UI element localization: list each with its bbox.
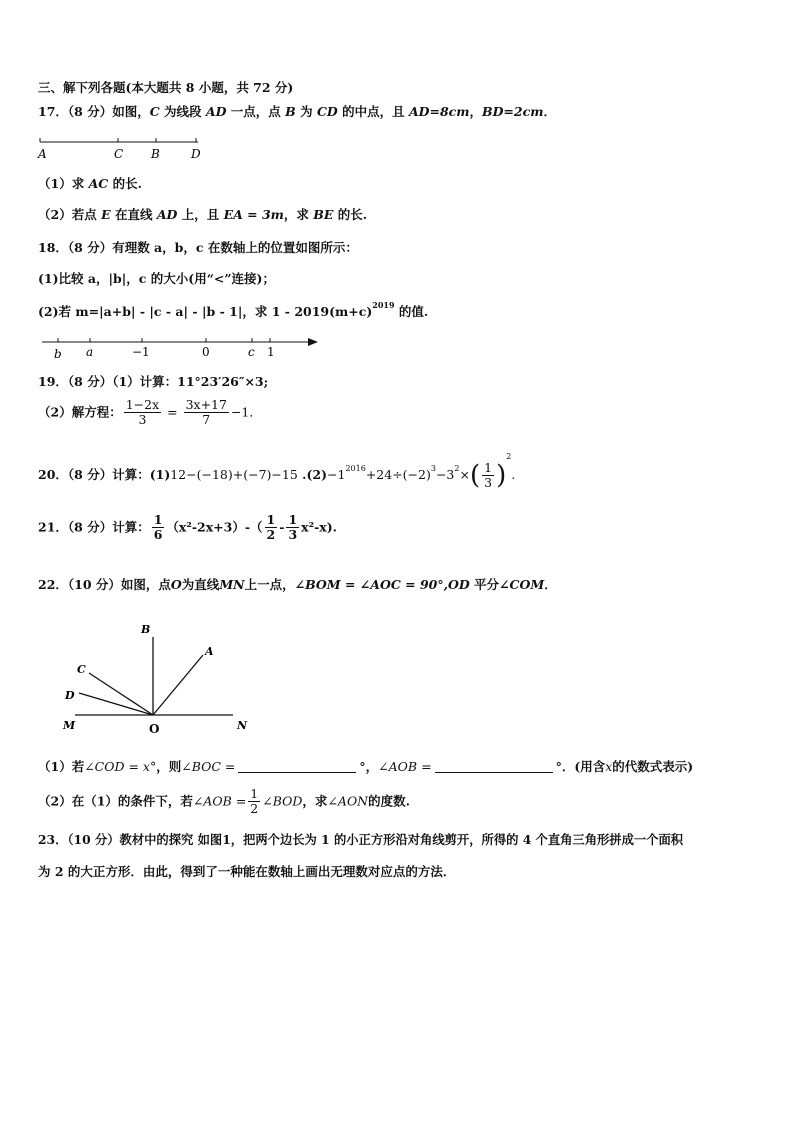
fig-label-m: M (63, 719, 76, 732)
q22-part1 (38, 759, 693, 774)
q20-p2d: × (459, 467, 470, 482)
q19-fraction-2 (184, 398, 229, 428)
q22-t4: 上一点， (244, 577, 295, 592)
q19-f1den: 3 (138, 412, 147, 428)
q22-p2a: （2）在（1）的条件下，若 (38, 793, 193, 809)
label-b: B (151, 147, 160, 161)
q22-t7: ∠COM (499, 577, 545, 592)
q22-fden: 2 (250, 801, 259, 817)
label-d: D (191, 147, 201, 161)
axis-label-a: a (86, 345, 94, 359)
q17-t4: 一点，点 (226, 104, 286, 119)
q19-fraction-1 (124, 398, 161, 428)
q22-angle-figure (55, 617, 265, 741)
q22-t3: MN (219, 577, 245, 592)
q22-p1h: x (605, 759, 613, 774)
q20-p2label: .(2) (297, 467, 328, 482)
q18-p2a: (2)若 m=|a+b| - |c - a| - |b - 1|，求 1 - 2019(m+c) (38, 304, 373, 319)
q20-fnum: 1 (484, 459, 493, 475)
q22-p1c: ，则 (156, 759, 182, 774)
q21-f3den: 3 (288, 527, 298, 543)
q22-t5: ∠BOM = ∠AOC = 90°,OD (294, 577, 470, 592)
q17-p2b: E (101, 207, 111, 222)
left-paren: ( (469, 460, 481, 491)
q17-head: 17．（8 分）如图， (38, 104, 150, 119)
fig-label-a: A (205, 645, 214, 658)
q20-sup2: 3 (430, 464, 436, 473)
q20-p2c: −3 (435, 467, 455, 482)
arrow-right-icon (308, 338, 318, 346)
label-c: C (114, 147, 124, 161)
q22-t1: O (170, 577, 182, 592)
label-a: A (38, 147, 47, 161)
q19-eq: = (163, 404, 182, 420)
q22-fraction (248, 787, 260, 817)
ray-oc (89, 673, 153, 715)
q17-t11: BD=2cm (482, 104, 544, 119)
q17-p2g: ，求 (283, 207, 314, 222)
q18-statement: 18．（8 分）有理数 a，b，c 在数轴上的位置如图所示： (38, 240, 358, 255)
q22-part2 (38, 787, 410, 817)
q17-statement (38, 104, 556, 119)
q22-p2f: 的度数. (368, 793, 410, 809)
q20-sup3: 2 (454, 464, 460, 473)
q18-part1: (1)比较 a，|b|，c 的大小(用“<”连接)； (38, 271, 275, 286)
axis-label-b: b (54, 347, 62, 361)
axis-label-neg1: −1 (132, 345, 150, 359)
q20-fraction (482, 461, 494, 491)
section-title: 三、解下列各题(本大题共 8 小题，共 72 分) (38, 80, 294, 95)
q21-t2: - (279, 519, 285, 535)
q17-p2i: 的长. (333, 207, 368, 222)
q17-t6: 为 (295, 104, 317, 119)
q22-p2e: ∠AON (327, 793, 369, 809)
q17-p2a: （2）若点 (38, 207, 102, 222)
q19-p2b: −1． (230, 404, 262, 420)
q22-p2d: ，求 (302, 793, 328, 809)
ray-oa (153, 655, 203, 715)
q22-p1f: ∠AOB = (378, 759, 432, 774)
q20-fden: 3 (484, 475, 493, 490)
q23-line2: 为 2 的大正方形．由此，得到了一种能在数轴上画出无理数对应点的方法． (38, 864, 456, 879)
q21-fraction-1 (152, 513, 165, 543)
fig-label-b: B (141, 623, 151, 636)
q17-p2h: BE (313, 207, 334, 222)
q22-t8: ． (544, 577, 557, 592)
q17-t1: C (149, 104, 160, 119)
q21-head: 21．（8 分）计算： (38, 519, 150, 535)
answer-blank-boc[interactable] (238, 761, 356, 773)
q17-t8: 的中点，且 (337, 104, 409, 119)
fig-label-n: N (237, 719, 248, 732)
q17-p1c: 的长. (108, 176, 142, 191)
fig-label-o: O (149, 722, 160, 736)
q20-sup1: 2016 (345, 464, 366, 473)
q17-t10: ， (469, 104, 483, 119)
q20-p1label: (1) (149, 467, 171, 482)
q21-statement (38, 513, 337, 543)
q19-f2num: 3x+17 (185, 397, 227, 412)
q22-p1g: °．(用含 (555, 759, 606, 774)
q22-p1i: 的代数式表示) (612, 759, 694, 774)
fig-label-d: D (65, 689, 75, 702)
q21-f1den: 6 (153, 527, 163, 543)
q17-p2d: AD (156, 207, 178, 222)
q20-statement (38, 452, 515, 490)
q21-f1num: 1 (153, 512, 163, 527)
q20-p2e: . (511, 467, 516, 482)
q19-p2a: （2）解方程： (38, 404, 122, 420)
q22-p2c: ∠BOD (262, 793, 303, 809)
q20-sup4: 2 (506, 452, 512, 461)
q22-head: 22．（10 分）如图，点 (38, 577, 171, 592)
right-paren: ) (496, 460, 507, 491)
q17-segment-figure (36, 134, 216, 164)
q17-t5: B (285, 104, 296, 119)
q19-f2den: 7 (202, 412, 211, 428)
axis-label-c: c (248, 345, 255, 359)
q22-p1b: ∠COD = x° (84, 759, 157, 774)
q23-line1: 23．（10 分）教材中的探究 如图1，把两个边长为 1 的小正方形沿对角线剪开，所得的 4 个直角三角形拼成一个面积 (38, 832, 684, 847)
q17-t3: AD (205, 104, 227, 119)
q22-t6: 平分 (469, 577, 500, 592)
q17-t2: 为线段 (159, 104, 206, 119)
answer-blank-aob[interactable] (435, 761, 553, 773)
q20-p2a: −1 (327, 467, 346, 482)
q17-p2f: EA = 3m (223, 207, 284, 222)
q17-t9: AD=8cm (408, 104, 470, 119)
q22-statement (38, 577, 557, 592)
q17-p2c: 在直线 (110, 207, 157, 222)
q17-part1 (38, 176, 142, 191)
q21-fraction-2 (265, 513, 278, 543)
q17-p1a: （1）求 (38, 176, 89, 191)
q18-p2b: 的值. (394, 304, 429, 319)
q21-f2den: 2 (266, 527, 276, 543)
q20-p1: 12−(−18)+(−7)−15 (170, 467, 298, 482)
q21-f2num: 1 (266, 512, 276, 527)
q18-number-line (38, 332, 328, 364)
q17-p2e: 上，且 (177, 207, 224, 222)
q20-head: 20．（8 分）计算： (38, 467, 150, 482)
fig-label-c: C (77, 663, 86, 676)
q21-t3: x²-x). (301, 519, 337, 535)
ray-od (79, 693, 153, 715)
q21-t1: （x²-2x+3）-（ (166, 519, 263, 535)
q17-t12: ． (543, 104, 556, 119)
q21-fraction-3 (286, 513, 299, 543)
axis-label-0: 0 (202, 345, 210, 359)
q19-part1: 19．（8 分）（1）计算：11°23′26″×3; (38, 374, 269, 389)
q18-part2 (38, 301, 428, 319)
q22-t2: 为直线 (181, 577, 220, 592)
q22-p2b: ∠AOB = (192, 793, 247, 809)
q22-p1d: ∠BOC = (181, 759, 236, 774)
q20-p2b: +24÷(−2) (365, 467, 431, 482)
q17-part2 (38, 207, 367, 222)
q19-f1num: 1−2x (125, 397, 160, 412)
q22-p1e: °， (359, 759, 379, 774)
q18-p2sup: 2019 (372, 300, 395, 310)
axis-label-1: 1 (267, 345, 275, 359)
q19-part2 (38, 398, 262, 428)
q22-p1a: （1）若 (38, 759, 85, 774)
q21-f3num: 1 (288, 512, 298, 527)
q17-p1b: AC (88, 176, 109, 191)
q22-fnum: 1 (250, 786, 259, 801)
q17-t7: CD (316, 104, 338, 119)
